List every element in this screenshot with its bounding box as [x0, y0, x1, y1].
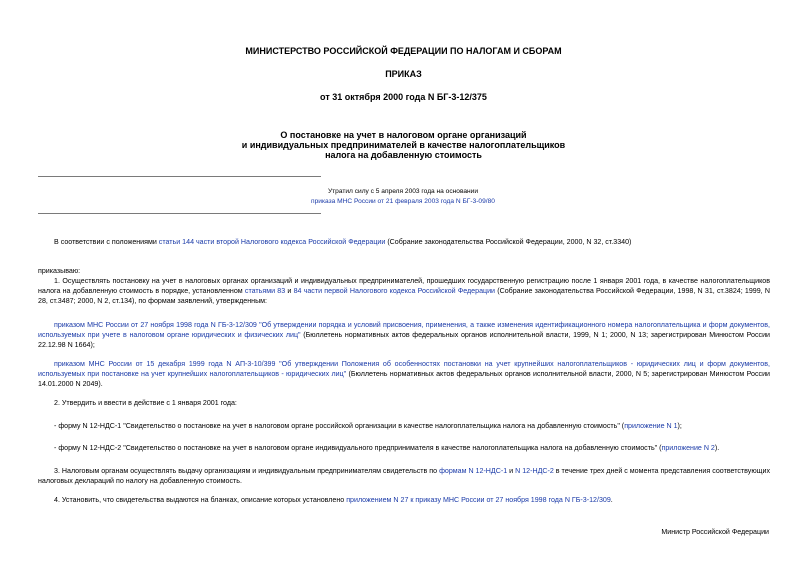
- basis-2-text: (Бюллетень нормативных актов федеральных органов исполнительной власти, 2000, N 5; зарегистрирован Минюстом России 14.01.2000 N 2049).: [38, 370, 771, 388]
- order-gb-3-12-309-link[interactable]: приказом МНС России от 27 ноября 1998 года N ГБ-3-12/309 "Об утверждении порядка и условий присвоения, применения, а также изменения идентификационного номера налогоплательщика и форм документов, используемых при учете в налоговом органе юридических и физических лиц": [38, 321, 770, 339]
- form-1-text-1: - форму N 12-НДС-1 "Свидетельство о постановке на учет в налоговом органе российской организации в качестве налогоплательщика налога на добавленную стоимость" (: [54, 422, 625, 430]
- top-divider: [38, 176, 321, 177]
- preamble-text-2: (Собрание законодательства Российской Федерации, 2000, N 32, ст.3340): [385, 238, 632, 246]
- item-3-text-3: в течение трех дней с момента представления соответствующих налоговых деклараций по налогу на добавленную стоимость.: [38, 467, 771, 485]
- item-3-text-1: 3. Налоговым органам осуществлять выдачу организациям и индивидуальным предпринимателям свидетельств по: [54, 467, 440, 475]
- tax-code-art144-link[interactable]: статьи 144 части второй Налогового кодекса Российской Федерации: [158, 238, 386, 246]
- basis-2-paragraph: [38, 359, 770, 389]
- doc-title-line-1: О постановке на учет в налоговом органе организаций: [280, 130, 527, 140]
- form-2-text-2: ).: [714, 444, 720, 452]
- basis-1-text: (Бюллетень нормативных актов федеральных органов исполнительной власти, 1999, N 1; 2000, N 13; зарегистрирован Минюстом России 22.12.98 N 1664);: [38, 331, 770, 349]
- appendix-1-link[interactable]: приложение N 1: [624, 422, 678, 430]
- preamble-text-1: В соответствии с положениями: [54, 238, 159, 246]
- item-4-text-2: .: [610, 496, 613, 504]
- item-1-text-2: и: [285, 287, 294, 295]
- bottom-divider: [38, 213, 321, 214]
- doc-title-line-3: налога на добавленную стоимость: [325, 150, 482, 160]
- item-2-paragraph: 2. Утвердить и ввести в действие с 1 января 2001 года:: [54, 399, 237, 407]
- form-2-text-1: - форму N 12-НДС-2 "Свидетельство о постановке на учет в налоговом органе индивидуального предпринимателя в качестве налогоплательщика налога на добавленную стоимость" (: [54, 444, 662, 452]
- doc-title-line-2: и индивидуальных предпринимателей в качестве налогоплательщиков: [241, 140, 566, 150]
- form-1-text-2: );: [677, 422, 682, 430]
- form-2-paragraph: [38, 443, 770, 453]
- item-1-text-3: (Собрание законодательства Российской Федерации, 1998, N 31, ст.3824; 1999, N 28, ст.3487; 2000, N 2, ст.134), по формам заявлений, утвержденным:: [38, 287, 770, 305]
- lapse-note-text: Утратил силу с 5 апреля 2003 года на основании: [327, 188, 479, 195]
- doc-type-heading: ПРИКАЗ: [385, 69, 422, 79]
- preamble-paragraph: [38, 237, 770, 247]
- item-4-paragraph: [38, 495, 770, 505]
- form-12-nds-2-link[interactable]: N 12-НДС-2: [515, 467, 554, 475]
- item-1-text-1: 1. Осуществлять постановку на учет в налоговых органах организаций и индивидуальных предпринимателей, прошедших государственную регистрацию после 1 января 2001 года, в качестве налогоплательщиков налога на добавленную стоимость в порядке, установленном: [38, 277, 770, 295]
- appendix-27-link[interactable]: приложением N 27 к приказу МНС России от 27 ноября 1998 года N ГБ-3-12/309: [346, 496, 611, 504]
- signature: Министр Российской Федерации: [661, 528, 769, 536]
- item-1-paragraph: [38, 276, 770, 306]
- form-12-nds-1-link[interactable]: формам N 12-НДС-1: [439, 467, 508, 475]
- item-4-text-1: 4. Установить, что свидетельства выдаются на бланках, описание которых установлено: [54, 496, 347, 504]
- item-3-paragraph: [38, 466, 770, 486]
- item-3-text-2: и: [507, 467, 516, 475]
- ministry-heading: МИНИСТЕРСТВО РОССИЙСКОЙ ФЕДЕРАЦИИ ПО НАЛОГАМ И СБОРАМ: [245, 46, 562, 56]
- order-word: приказываю:: [38, 267, 81, 275]
- date-number-heading: от 31 октября 2000 года N БГ-3-12/375: [320, 92, 487, 102]
- article-84-link[interactable]: 84 части первой Налогового кодекса Российской Федерации: [293, 287, 496, 295]
- appendix-2-link[interactable]: приложение N 2: [661, 444, 715, 452]
- lapse-note-link[interactable]: приказа МНС России от 21 февраля 2003 года N БГ-3-09/80: [311, 198, 495, 205]
- basis-1-paragraph: [38, 320, 770, 350]
- form-1-paragraph: [38, 421, 770, 431]
- articles-83-link[interactable]: статьями 83: [244, 287, 286, 295]
- order-ap-3-10-399-link[interactable]: приказом МНС России от 15 декабря 1999 года N АП-3-10/399 "Об утверждении Положения об особенностях постановки на учет крупнейших налогоплательщиков - юридических лиц и форм документов, используемых при постановке на учет крупнейших налогоплательщиков - юридических лиц": [38, 360, 770, 378]
